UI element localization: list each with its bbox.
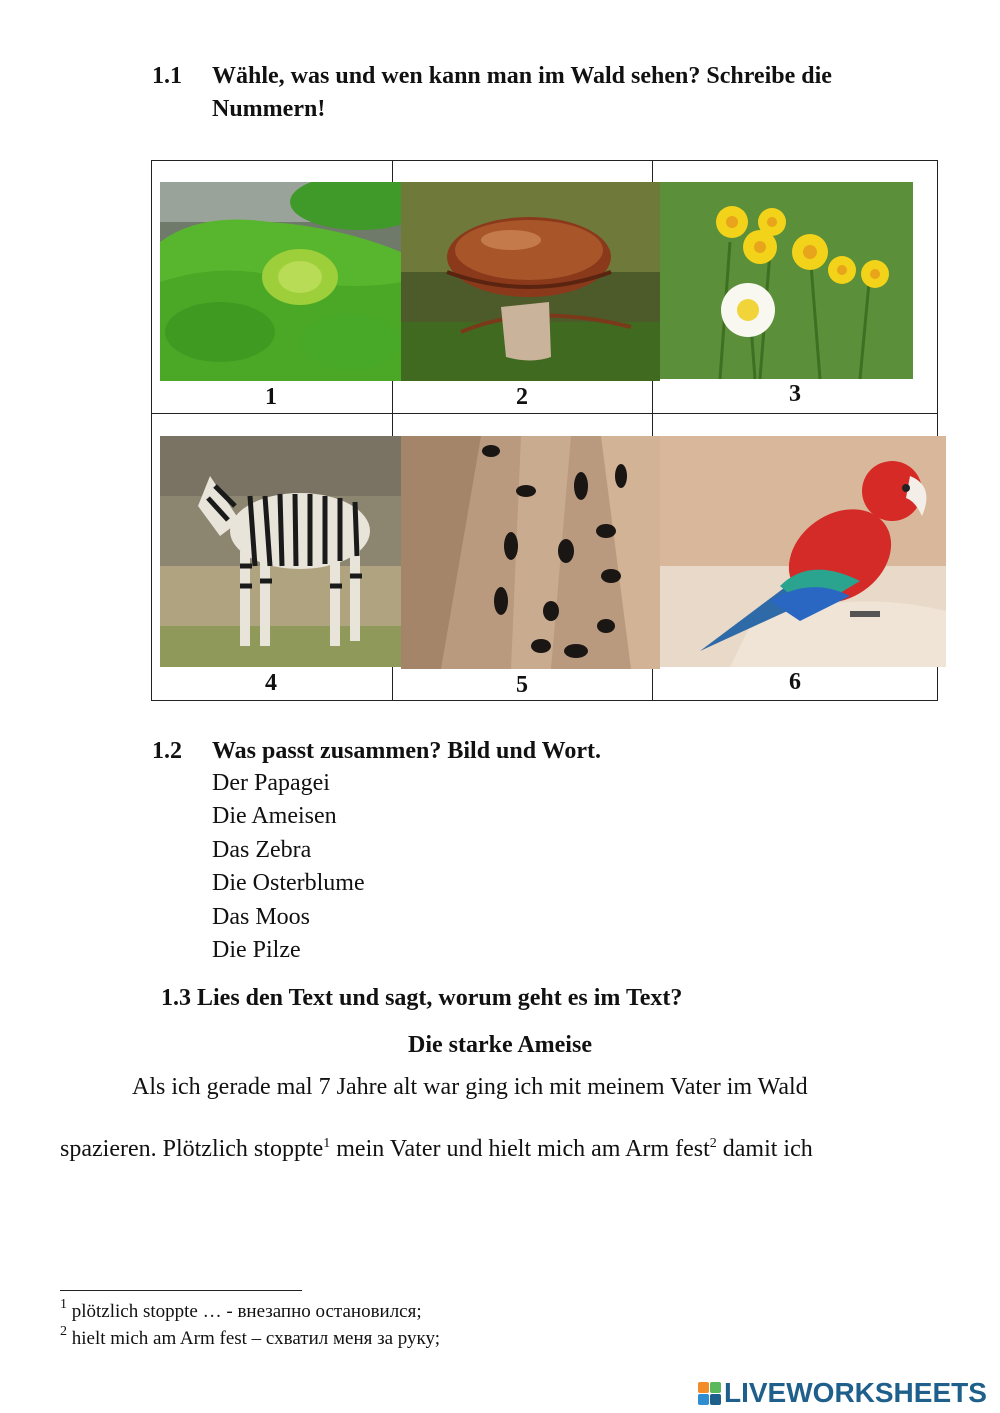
footnote-divider xyxy=(60,1290,302,1291)
footnote-mark: 1 xyxy=(60,1297,67,1312)
footnote-2 xyxy=(60,1326,440,1352)
picture-number: 3 xyxy=(789,381,801,407)
story-line-2 xyxy=(60,1136,813,1163)
exercise-number: 1.1 xyxy=(152,63,182,89)
picture-number: 6 xyxy=(789,669,801,695)
story-text: spazieren. Plötzlich stoppte xyxy=(60,1136,324,1162)
word-item: Das Moos xyxy=(212,904,311,930)
footnote-ref[interactable]: 1 xyxy=(323,1136,331,1151)
word-item: Die Pilze xyxy=(212,937,301,963)
footnote-text: hielt mich am Arm fest – схватил меня за руку; xyxy=(67,1328,441,1349)
mushroom-image xyxy=(401,182,660,381)
story-line-1: Als ich gerade mal 7 Jahre alt war ging ich mit meinem Vater im Wald xyxy=(132,1074,808,1100)
exercise-1-3-instruction: 1.3 Lies den Text und sagt, worum geht es im Text? xyxy=(161,985,683,1011)
grid-border xyxy=(151,413,938,414)
picture-grid xyxy=(151,160,938,701)
footnote-text: plötzlich stoppte … - внезапно остановился; xyxy=(67,1301,422,1322)
moss-image xyxy=(160,182,401,381)
ants-image xyxy=(401,436,660,669)
grid-border xyxy=(151,160,938,161)
parrot-image xyxy=(660,436,946,667)
exercise-instruction: Was passt zusammen? Bild und Wort. xyxy=(212,738,601,764)
daffodils-image xyxy=(660,182,913,379)
grid-border xyxy=(151,160,152,701)
exercise-instruction-line2: Nummern! xyxy=(212,96,326,122)
footnote-ref[interactable]: 2 xyxy=(709,1136,717,1151)
word-item: Die Ameisen xyxy=(212,803,337,829)
picture-number: 4 xyxy=(265,670,277,696)
picture-number: 1 xyxy=(265,384,277,410)
word-item: Der Papagei xyxy=(212,770,330,796)
grid-border xyxy=(151,700,938,701)
liveworksheets-logo-text: LIVEWORKSHEETS xyxy=(724,1377,987,1408)
exercise-number: 1.2 xyxy=(152,738,182,764)
word-item: Die Osterblume xyxy=(212,870,365,896)
zebra-image xyxy=(160,436,401,667)
footnote-mark: 2 xyxy=(60,1324,67,1339)
footnote-1 xyxy=(60,1299,422,1325)
picture-number: 5 xyxy=(516,672,528,698)
liveworksheets-logo[interactable] xyxy=(698,1376,987,1410)
story-text: mein Vater und hielt mich am Arm fest xyxy=(330,1136,710,1162)
picture-number: 2 xyxy=(516,384,528,410)
story-title: Die starke Ameise xyxy=(408,1032,592,1058)
liveworksheets-logo-icon xyxy=(698,1380,722,1406)
story-text: damit ich xyxy=(716,1136,813,1162)
word-item: Das Zebra xyxy=(212,837,312,863)
exercise-instruction-line1: Wähle, was und wen kann man im Wald sehen? Schreibe die xyxy=(212,63,832,89)
